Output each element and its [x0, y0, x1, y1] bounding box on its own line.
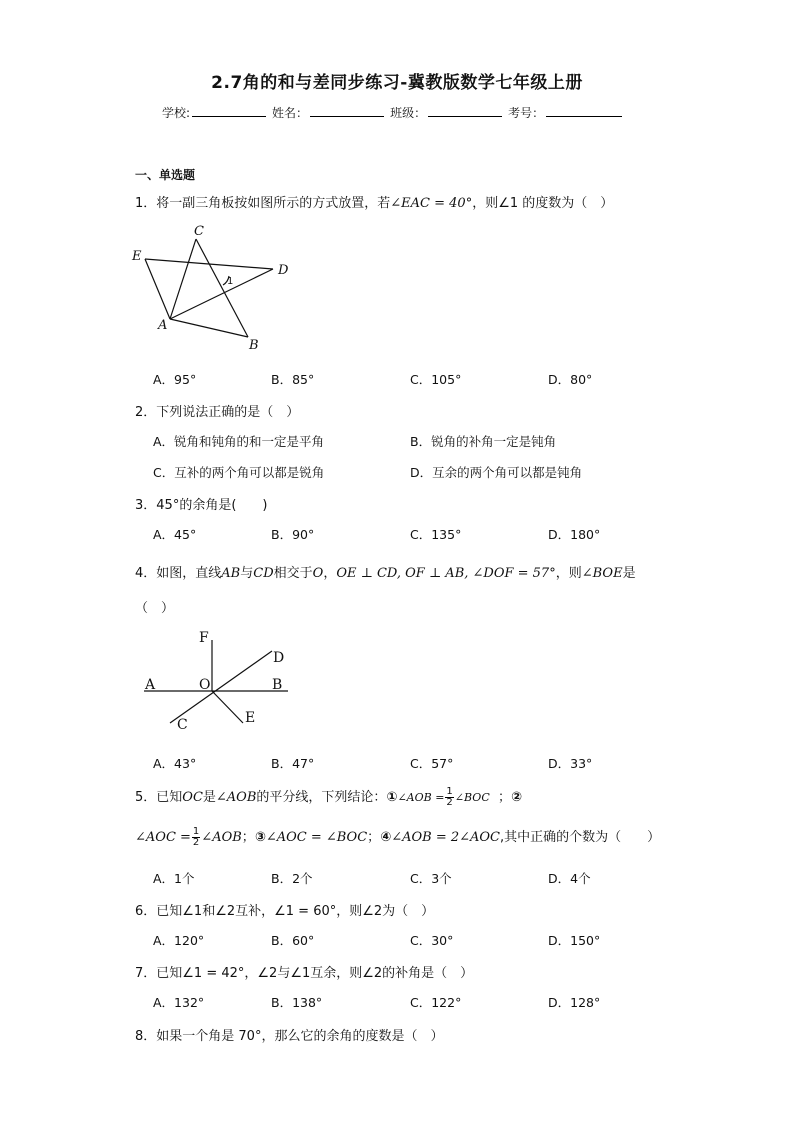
fraction-numerator: 1 — [192, 826, 200, 837]
label-E: E — [245, 710, 256, 726]
q3-option-d[interactable]: D．180° — [548, 527, 601, 542]
label-O: O — [199, 677, 211, 693]
q1-option-d[interactable]: D．80° — [548, 372, 593, 387]
q5-option-b[interactable]: B．2个 — [271, 871, 313, 886]
q5-conclusion-4-marker: ④ — [380, 830, 392, 845]
figure-intersecting-lines — [140, 628, 300, 738]
question-6-stem: 6．已知∠1和∠2互补，∠1 = 60°，则∠2为（ ） — [135, 904, 435, 919]
q4-math-boe: ∠BOE — [581, 566, 623, 581]
section-heading: 一、单选题 — [135, 168, 196, 182]
q6-option-d[interactable]: D．150° — [548, 933, 601, 948]
q2-option-d[interactable]: D．互余的两个角可以都是钝角 — [410, 465, 583, 480]
name-blank[interactable] — [310, 104, 384, 117]
q4-math-ab: AB — [221, 566, 241, 581]
q1-stem-math: ∠EAC = 40° — [390, 196, 473, 211]
q5-conclusion-3: ∠AOC = ∠BOC — [265, 830, 368, 845]
question-1-stem — [135, 192, 613, 211]
q5-conclusion-3-marker: ③ — [254, 830, 266, 845]
q6-option-b[interactable]: B．60° — [271, 933, 315, 948]
q4-text-a: 4．如图，直线 — [135, 566, 222, 581]
q5-separator: ； — [241, 830, 255, 845]
label-B: B — [249, 338, 259, 353]
line-EA — [145, 259, 170, 319]
q7-option-a[interactable]: A．132° — [153, 995, 205, 1010]
question-4-stem — [135, 562, 636, 581]
q1-option-a[interactable]: A．95° — [153, 372, 197, 387]
question-4-paren: （ ） — [135, 601, 175, 616]
q5-conclusion-1-marker: ① — [386, 790, 398, 805]
q4-text-c: 相交于 — [273, 566, 313, 581]
q6-option-c[interactable]: C．30° — [410, 933, 454, 948]
question-5-line2 — [135, 826, 660, 848]
line-CD — [170, 651, 272, 723]
question-3-stem: 3．45°的余角是( ) — [135, 498, 268, 513]
name-label: 姓名： — [272, 106, 309, 120]
q5-conclusion-2-marker: ② — [511, 790, 523, 805]
q4-math-o: O — [312, 566, 324, 581]
q4-option-a[interactable]: A．43° — [153, 756, 197, 771]
q5-text-c: 的平分线，下列结论： — [256, 790, 387, 805]
q5-separator: ； — [498, 790, 512, 805]
q1-stem-suffix: ，则∠1 的度数为（ ） — [472, 196, 614, 211]
q5-conclusion-2-left: ∠AOC = — [135, 830, 191, 845]
q5-tail: ,其中正确的个数为（ ） — [500, 830, 661, 845]
q2-option-a[interactable]: A．锐角和钝角的和一定是平角 — [153, 434, 325, 449]
q5-option-c[interactable]: C．3个 — [410, 871, 452, 886]
q2-option-c[interactable]: C．互补的两个角可以都是锐角 — [153, 465, 325, 480]
q3-option-c[interactable]: C．135° — [410, 527, 462, 542]
q1-option-c[interactable]: C．105° — [410, 372, 462, 387]
label-D: D — [273, 650, 285, 666]
q7-option-b[interactable]: B．138° — [271, 995, 323, 1010]
q4-option-b[interactable]: B．47° — [271, 756, 315, 771]
q5-conclusion-2-right: ∠AOB — [201, 830, 242, 845]
q7-option-c[interactable]: C．122° — [410, 995, 462, 1010]
q4-text-b: 与 — [240, 566, 254, 581]
q1-stem-prefix: 1．将一副三角板按如图所示的方式放置，若 — [135, 196, 391, 211]
label-B: B — [272, 677, 283, 693]
q1-option-b[interactable]: B．85° — [271, 372, 315, 387]
q2-option-b[interactable]: B．锐角的补角一定是钝角 — [410, 434, 557, 449]
class-blank[interactable] — [428, 104, 502, 117]
q7-option-d[interactable]: D．128° — [548, 995, 601, 1010]
label-angle-1: 1 — [227, 276, 234, 287]
q4-text-f: 是 — [622, 566, 636, 581]
q4-text-e: ，则 — [555, 566, 582, 581]
q4-text-d: ， — [323, 566, 337, 581]
q4-math-conditions: OE ⊥ CD, OF ⊥ AB, ∠DOF = 57° — [336, 566, 556, 581]
student-info-line — [162, 104, 628, 121]
q5-text-b: 是 — [202, 790, 216, 805]
q5-text-a: 5．已知 — [135, 790, 183, 805]
q5-fraction-1 — [445, 787, 453, 808]
q5-conclusion-1-right: ∠BOC — [454, 791, 490, 804]
number-label: 考号： — [508, 106, 545, 120]
q6-option-a[interactable]: A．120° — [153, 933, 205, 948]
line-CB — [196, 239, 248, 337]
q4-math-cd: CD — [253, 566, 274, 581]
question-5-line1 — [135, 786, 522, 808]
q3-option-b[interactable]: B．90° — [271, 527, 315, 542]
school-blank[interactable] — [192, 104, 266, 117]
label-F: F — [199, 630, 209, 646]
line-CA — [170, 239, 196, 319]
q5-conclusion-4: ∠AOB = 2∠AOC — [391, 830, 501, 845]
q5-option-d[interactable]: D．4个 — [548, 871, 591, 886]
line-AB — [170, 319, 248, 337]
q5-math-aob: ∠AOB — [215, 790, 257, 805]
label-C: C — [194, 224, 204, 239]
q5-separator: ； — [367, 830, 381, 845]
label-A: A — [158, 318, 168, 333]
class-label: 班级： — [390, 106, 427, 120]
q5-conclusion-1-left: ∠AOB = — [397, 791, 445, 804]
fraction-denominator: 2 — [192, 837, 200, 848]
question-7-stem: 7．已知∠1 = 42°，∠2与∠1互余，则∠2的补角是（ ） — [135, 966, 474, 981]
number-blank[interactable] — [546, 104, 622, 117]
label-D: D — [278, 263, 289, 278]
label-A: A — [145, 677, 156, 693]
question-8-stem: 8．如果一个角是 70°，那么它的余角的度数是（ ） — [135, 1029, 444, 1044]
school-label: 学校: — [162, 106, 191, 120]
q5-option-a[interactable]: A．1个 — [153, 871, 195, 886]
q4-option-d[interactable]: D．33° — [548, 756, 593, 771]
q5-fraction-2 — [192, 827, 200, 848]
fraction-denominator: 2 — [446, 797, 453, 808]
figure-triangle-rulers — [128, 222, 298, 354]
fraction-numerator: 1 — [446, 786, 453, 797]
question-2-stem: 2．下列说法正确的是（ ） — [135, 405, 300, 420]
label-C: C — [177, 717, 188, 733]
label-E: E — [132, 249, 142, 264]
q5-math-oc: OC — [182, 790, 203, 805]
q3-option-a[interactable]: A．45° — [153, 527, 197, 542]
line-AD — [170, 269, 273, 319]
ray-OE — [212, 691, 243, 723]
q4-option-c[interactable]: C．57° — [410, 756, 454, 771]
page-title: 2.7角的和与差同步练习-冀教版数学七年级上册 — [211, 73, 583, 93]
